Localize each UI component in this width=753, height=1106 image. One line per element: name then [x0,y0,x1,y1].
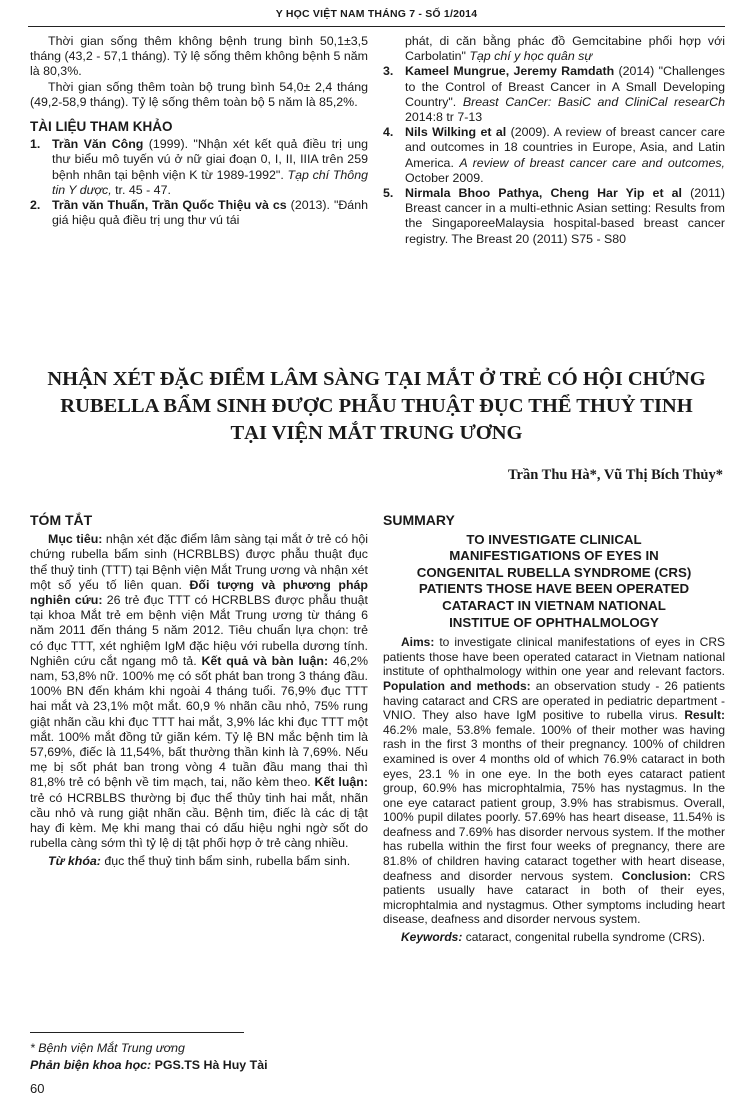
result-text: 46.2% male, 53.8% female. 100% of their mother was having rash in the first 3 months of their pregnancy. 100% of children examined is over 4 months old of which 76.9% cataract in both eyes, 23.1 % in one eye. In the both eyes cataract patient group, 60.9% has microphtalmia, 75% has nystagmus. In the one eye cataract patient group, 3.9% has strabismus. Overall, 100% pupil dilates poorly. 57.69% has heart disease, 11.54% is deafness and 7.69% has disorder nervous system. If the mother has rubella within the first four weeks of pregnancy, there are 81.8% of children having cataract together with heart disease, deafness and disorder nervous system. [383,722,725,883]
reference-tail: 2014:8 tr 7-13 [405,110,483,125]
page-number: 60 [30,1081,45,1096]
keywords [383,930,725,945]
conclusion-text: trẻ có HCRBLBS thường bị đục thể thủy tinh hai mắt, nhãn cầu nhỏ và rung giật nhãn cầu. Bệnh tim, điếc là các dị tật hay đi kèm. Mẹ khi mang thai có dấu hiệu nghi ngờ sốt do rubella càng sớm thì tỷ lệ dị tật phối hợp ở trẻ càng nhiều. [30,790,368,851]
article-authors: Trần Thu Hà*, Vũ Thị Bích Thủy* [507,467,723,483]
keywords-label: Từ khóa: [48,854,101,869]
reviewer-name: PGS.TS Hà Huy Tài [151,1058,268,1072]
reference-journal: Breast CanCer: BasiC and CliniCal researCh [462,94,725,109]
keywords [30,854,368,869]
english-title [383,532,725,632]
methods-label: Population and methods: [383,678,531,693]
methods-text: 26 trẻ đục TTT có HCRBLBS được phẫu thuật tại khoa Mắt trẻ em bệnh viện Mắt Trung ương từ tháng 6 năm 2011 đến tháng 5 năm 2012. Tiêu chuẩn lựa chọn: trẻ có đục TTT, xét nghiệm IgM đặc hiệu với rubella dương tính. Nghiên cứu cắt ngang mô tả. [30,593,368,668]
reference-number: 5. [383,186,394,201]
reference-journal: Tạp chí y học quân sự [469,49,593,64]
reference-item-1 [30,137,368,198]
reference-journal: A review of breast cancer care and outcomes, [459,155,726,170]
reference-number: 2. [30,198,41,213]
summary-heading: SUMMARY [383,512,455,528]
english-title-line: MANIFESTIGATIONS OF EYES IN [449,548,659,564]
english-title-line: CATARACT IN VIETNAM NATIONAL [442,597,666,613]
reference-tail: October 2009. [405,170,484,185]
objective-text: nhận xét đặc điểm lâm sàng tại mắt ở trẻ có hội chứng rubella bẩm sinh (HCRBLBS) được phẫu thuật đục thể thuỷ tinh (TTT) tại Bệnh viện Mắt Trung ương và nhận xét một số yếu tố liên quan. [30,532,368,592]
keywords-text: đục thể thuỷ tinh bẩm sinh, rubella bẩm sinh. [100,854,351,869]
reference-author: Trần Văn Công [52,137,144,152]
article-title-line: RUBELLA BẨM SINH ĐƯỢC PHẪU THUẬT ĐỤC THỂ THUỶ TINH [60,395,693,417]
previous-article-right-column [383,34,725,247]
abstract-body [30,532,368,851]
objective-label: Mục tiêu: [48,532,103,547]
english-title-line: TO INVESTIGATE CLINICAL [466,531,642,547]
running-header: Y HỌC VIỆT NAM THÁNG 7 - SỐ 1/2014 [275,8,478,20]
reference-item-5 [383,186,725,247]
reference-author: Nils Wilking et al [405,125,507,140]
conclusion-label: Kết luận: [314,775,368,790]
english-title-line: INSTITUE OF OPHTHALMOLOGY [449,614,659,630]
reference-tail: tr. 45 - 47. [111,182,171,197]
reference-text: phát, di căn bằng phác đồ Gemcitabine phối hợp với Carbolatin" [405,34,725,64]
header-rule [28,26,725,27]
reference-text: (2013). "Đánh giá hiệu quả điều trị ung thư vú tái [52,198,368,228]
reviewer-label: Phản biện khoa học: [30,1058,152,1072]
article-title-line: NHẬN XÉT ĐẶC ĐIỂM LÂM SÀNG TẠI MẮT Ở TRẺ CÓ HỘI CHỨNG [47,368,706,390]
footnote-rule [30,1032,244,1033]
reference-author: Kameel Mungrue, Jeremy Ramdath [405,64,615,79]
result-label: Result: [684,708,725,723]
abstract-heading: TÓM TẮT [30,512,93,528]
reference-author: Nirmala Bhoo Pathya, Cheng Har Yip et al [405,186,682,201]
reference-item-4 [383,125,725,186]
conclusion-label: Conclusion: [621,868,692,883]
reference-item-3 [383,64,725,125]
affiliation-footnote: * Bệnh viện Mắt Trung ương [30,1041,185,1055]
methods-text: an observation study - 26 patients having cataract and CRS are operated in pediatric department - VNIO. They also have IgM positive to rubella virus. [383,678,725,723]
reference-author: Trần văn Thuấn, Trần Quốc Thiệu và cs [52,198,287,213]
methods-label: Đối tượng và phương pháp nghiên cứu: [30,577,368,608]
aims-label: Aims: [401,635,435,650]
reference-number: 1. [30,137,41,152]
aims-text: to investigate clinical manifestations of eyes in CRS patients those have been operated cataract in Vietnam national institute of ophthalmology within one year and relevant factors. [383,635,725,679]
reference-number: 4. [383,125,394,140]
results-label: Kết quả và bàn luận: [201,653,329,668]
reviewer-footnote [30,1057,368,1074]
english-title-line: CONGENITAL RUBELLA SYNDROME (CRS) [416,564,692,580]
reference-text: (2014) "Challenges to the Control of Breast Cancer in A Small Developing Country". [405,64,725,109]
reference-continuation [383,34,725,64]
keywords-text: cataract, congenital rubella syndrome (CRS). [462,930,706,945]
conclusion-text: CRS patients usually have cataract in both of their eyes, microphtalmia and nystagmus. Other symptoms including heart disease, deafness and disorder nervous system. [383,868,725,927]
footnotes [30,1040,368,1074]
reference-text: (1999). "Nhận xét kết quả điều trị ung thư biểu mô tuyến vú ở nữ giai đoạn 0, I, II, IIIA trên 259 bệnh nhân tại bệnh viện K từ 1989-1992". [52,137,368,182]
english-title-line: PATIENTS THOSE HAVE BEEN OPERATED [418,581,690,597]
summary-body [383,635,725,927]
reference-number: 3. [383,64,394,79]
overall-survival-paragraph: Thời gian sống thêm toàn bộ trung bình 54,0± 2,4 tháng (49,2-58,9 tháng). Tỷ lệ sống thêm toàn bộ 5 năm là 85,2%. [30,79,368,109]
reference-journal: Tạp chí Thông tin Y dược, [52,167,368,197]
reference-text: (2011) Breast cancer in a multi-ethnic Asian setting: Results from the SingaporeeMalaysia hospital-based breast cancer registry. The Breast 20 (2011) S75 - S80 [405,186,725,246]
vietnamese-abstract [30,513,368,870]
reference-item-2 [30,198,368,228]
references-heading: TÀI LIỆU THAM KHẢO [30,119,173,135]
english-abstract [383,513,725,945]
article-title-line: TẠI VIỆN MẮT TRUNG ƯƠNG [230,422,523,444]
keywords-label: Keywords: [401,930,463,945]
disease-free-survival-paragraph: Thời gian sống thêm không bệnh trung bình 50,1±3,5 tháng (43,2 - 57,1 tháng). Tỷ lệ sống thêm không bệnh 5 năm là 80,3%. [30,34,368,79]
article-title [28,366,725,447]
previous-article-left-column [30,34,368,228]
reference-text: (2009). A review of breast cancer care and outcomes in 18 countries in Europe, Asia, and Latin America. [405,125,725,170]
results-text: 46,2% nam, 53,8% nữ. 100% mẹ có sốt phát ban trong 3 tháng đầu. 100% BN đến khám khi ngoài 4 tháng tuổi. 76,9% đục TTT hai mắt và 23,1% một mắt. 60,9 % nhãn cầu nhỏ, 75% rung giật nhãn cầu khi đục TTT hai mắt, 3,9% lác khi đục TTT một mắt. 100% mắt đồng tử giãn kém. Tỷ lệ BN mắc bệnh tim là 57,69%, điếc là 11,54%, bất thường thần kinh là 7,69%. Nếu mẹ bị sốt phát ban trong vòng 4 tuần đầu mang thai thì 81,8% trẻ có bệnh về tim mạch, tai, não kèm theo. [30,653,369,790]
